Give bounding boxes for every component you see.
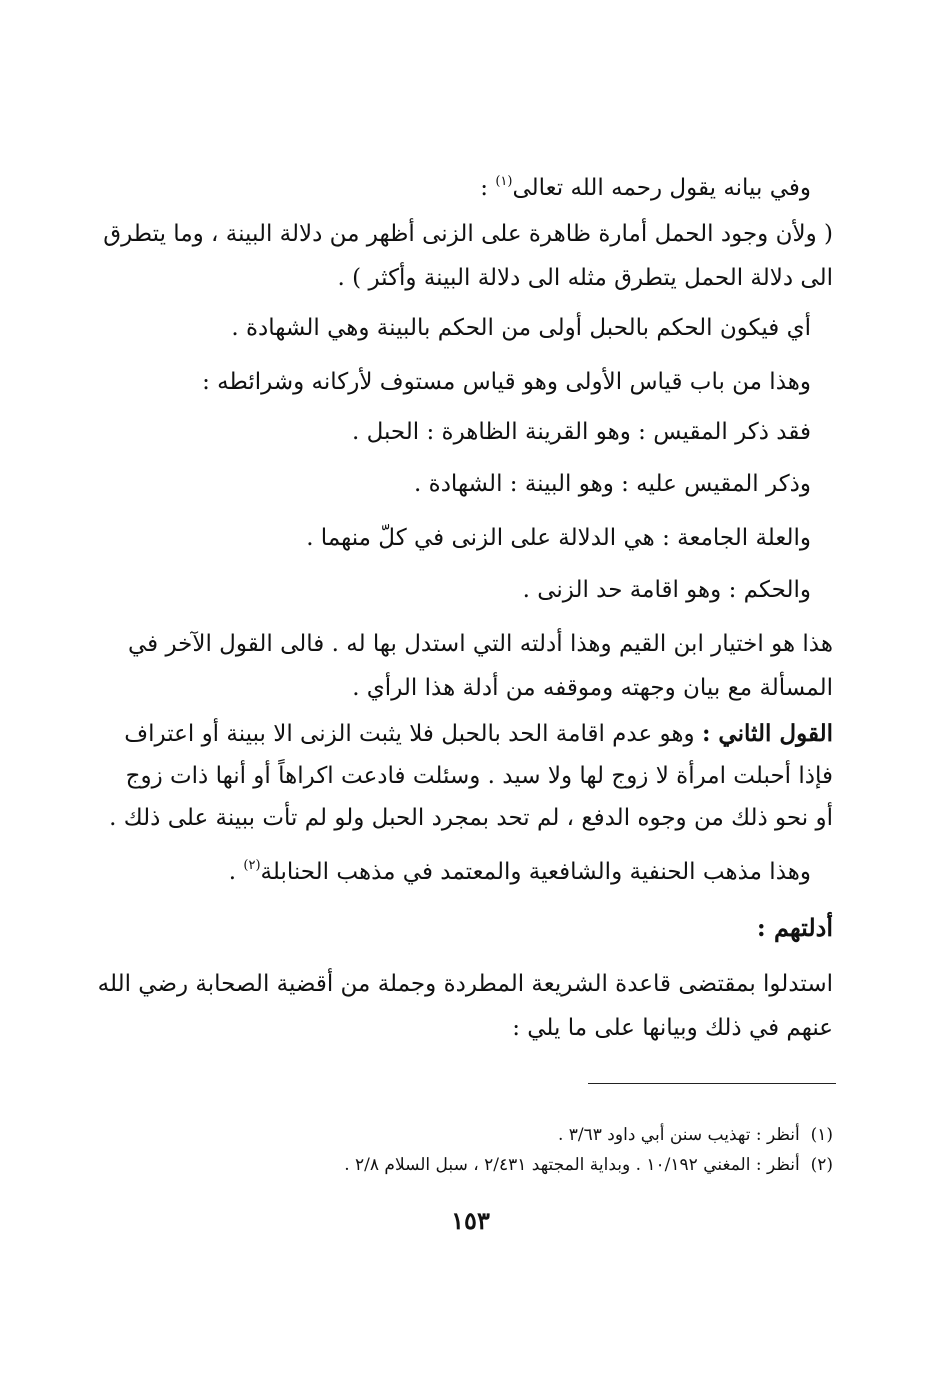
footnote-ref[interactable]: (٢): [243, 858, 261, 873]
section-heading: أدلتهم :: [756, 913, 833, 942]
body-line: ( ولأن وجود الحمل أمارة ظاهرة على الزنى أظهر من دلالة البينة ، وما يتطرق: [103, 221, 833, 247]
body-line: وهذا من باب قياس الأولى وهو قياس مستوف لأركانه وشرائطه :: [202, 369, 811, 395]
body-line: وفي بيانه يقول رحمه الله تعالى$^{(١)}$ :: [480, 174, 811, 201]
body-line: أو نحو ذلك من وجوه الدفع ، لم تحد بمجرد الحبل ولو لم تأت ببينة على ذلك .: [109, 805, 833, 831]
body-line: وذكر المقيس عليه : وهو البينة : الشهادة .: [414, 471, 811, 497]
footnote: (٢) أنظر : المغني ١٠/١٩٢ . وبداية المجتهد ٢/٤٣١ ، سبل السلام ٢/٨ .: [344, 1155, 833, 1175]
body-line: والحكم : وهو اقامة حد الزنى .: [522, 577, 811, 603]
body-line: الى دلالة الحمل يتطرق مثله الى دلالة البينة وأكثر ) .: [337, 265, 833, 291]
body-line: المسألة مع بيان وجهته وموقفه من أدلة هذا الرأي .: [352, 675, 833, 701]
body-line: القول الثاني : وهو عدم اقامة الحد بالحبل فلا يثبت الزنى الا ببينة أو اعتراف: [124, 720, 833, 747]
body-line: عنهم في ذلك وبيانها على ما يلي :: [512, 1015, 833, 1041]
body-line: والعلة الجامعة : هي الدلالة على الزنى في كلّ منهما .: [306, 525, 811, 551]
footnote-divider: [588, 1083, 836, 1084]
body-line: فإذا أحبلت امرأة لا زوج لها ولا سيد . وسئلت فادعت اكراهاً أو أنها ذات زوج: [125, 763, 833, 789]
footnote-ref[interactable]: (١): [495, 174, 513, 189]
body-line: وهذا مذهب الحنفية والشافعية والمعتمد في مذهب الحنابلة$^{(٢)}$ .: [228, 858, 811, 885]
section-lead: القول الثاني :: [701, 720, 833, 747]
page-number: ١٥٣: [451, 1206, 490, 1235]
body-line: فقد ذكر المقيس : وهو القرينة الظاهرة : الحبل .: [351, 419, 811, 445]
body-line: استدلوا بمقتضى قاعدة الشريعة المطردة وجملة من أقضية الصحابة رضي الله: [97, 971, 833, 997]
footnote: (١) أنظر : تهذيب سنن أبي داود ٣/٦٣ .: [557, 1125, 833, 1145]
body-line: أي فيكون الحكم بالحبل أولى من الحكم بالبينة وهي الشهادة .: [231, 315, 811, 341]
body-line: هذا هو اختيار ابن القيم وهذا أدلته التي استدل بها له . فالى القول الآخر في: [127, 631, 833, 657]
